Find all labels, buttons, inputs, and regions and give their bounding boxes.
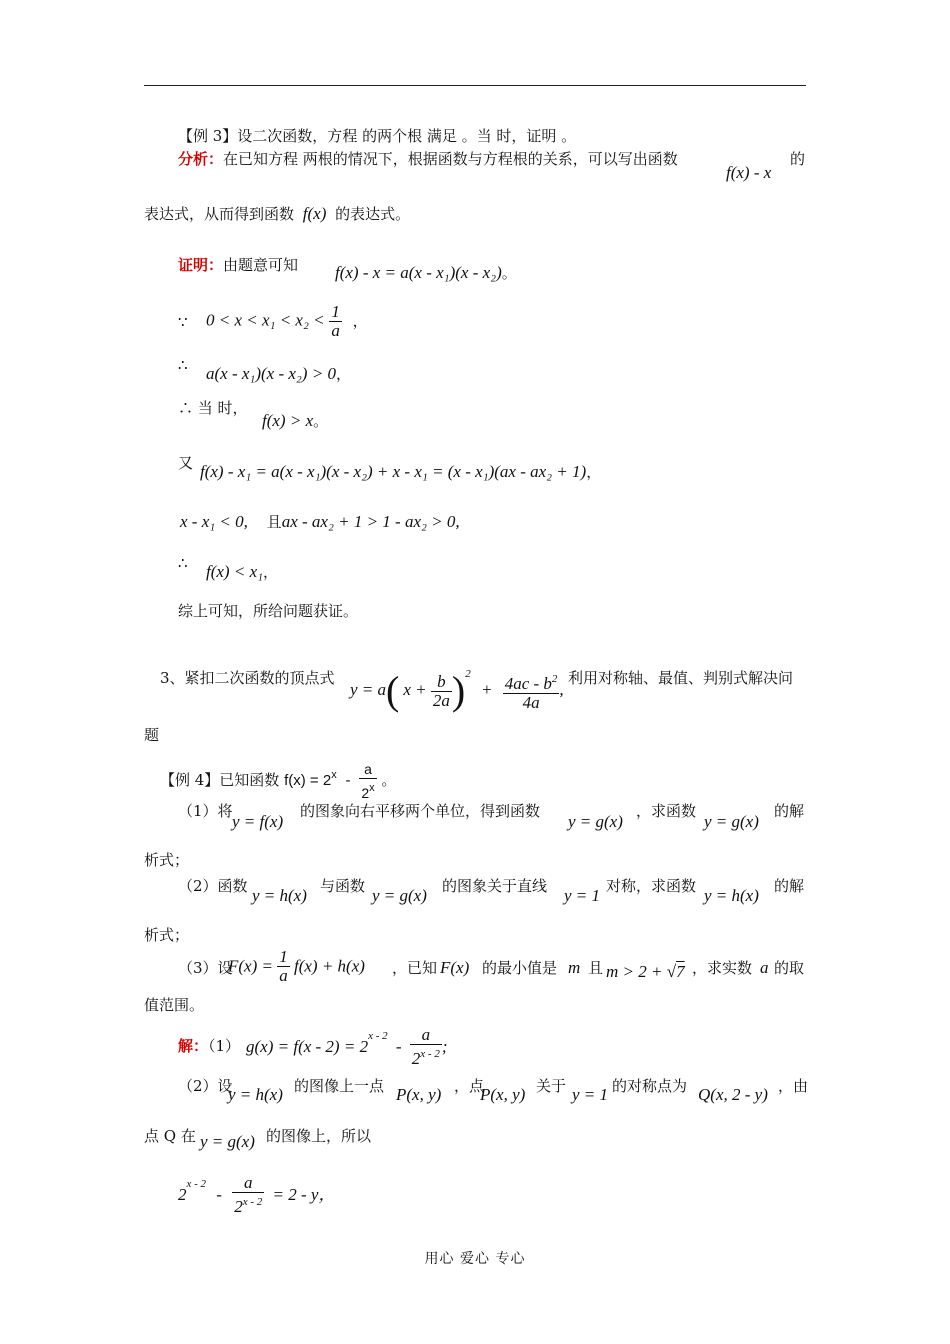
q1-math3: y = g(x)	[704, 812, 759, 831]
analysis-text: 在已知方程 两根的情况下，根据函数与方程根的关系，可以写出函数	[223, 150, 678, 168]
q2-math4: y = h(x)	[704, 886, 759, 905]
proof-step7: f(x) < x₁，	[206, 562, 279, 581]
q3-text3: 的最小值是	[482, 959, 558, 977]
q3-text4: 且	[588, 959, 604, 977]
solution-label: 解：	[178, 1037, 209, 1055]
q1-text3: ，求函数	[636, 802, 697, 820]
solution2-line2-math: y = g(x)	[200, 1132, 255, 1151]
q3-text2: ，已知	[392, 959, 438, 977]
q1-math2: y = g(x)	[568, 812, 623, 831]
section3-label: 3、紧扣二次函数的顶点式	[160, 669, 335, 687]
solution2-math1: y = h(x)	[228, 1085, 283, 1104]
proof-line	[178, 255, 298, 275]
section3-text-line2: 题	[144, 726, 160, 744]
q3-math4: m > 2 + √7	[606, 962, 685, 981]
solution2-math5: Q(x, 2 - y)	[698, 1085, 768, 1104]
also-label: 又	[178, 454, 194, 472]
q2-text2: 与函数	[320, 877, 366, 895]
solution-line1: 解：（1）	[178, 1037, 241, 1055]
question3: （3）设	[178, 959, 233, 977]
analysis-math2: f(x)	[302, 204, 327, 223]
proof-step1: f(x) - x = a(x - x₁)(x - x₂)。	[335, 263, 517, 282]
q2-line2: 析式；	[144, 926, 190, 944]
question1: （1）将	[178, 802, 233, 820]
proof-step2: 0 < x < x₁ < x₂ < $\frac{1}{a}$ ，	[206, 302, 368, 340]
solution2-text3: ，点	[454, 1077, 485, 1095]
vertex-formula: y = a( x + $\frac{b}{2a}$ )$^2$ + $\frac{4ac - b^2}{4a}$ ,	[350, 668, 564, 714]
solution2-line2: 点 Q 在	[144, 1127, 196, 1145]
q3-math2: F(x)	[440, 958, 470, 977]
page-footer: 用心 爱心 专心	[424, 1251, 526, 1267]
solution2-text1: （2）设	[178, 1077, 233, 1095]
therefore-symbol-2: ∴	[178, 554, 188, 572]
q2-text5: 的解	[774, 877, 805, 895]
proof-label: 证明：	[178, 256, 224, 274]
solution2-text4: 关于	[536, 1077, 567, 1095]
q2-math2: y = g(x)	[372, 886, 427, 905]
question2: （2）函数	[178, 877, 248, 895]
q2-text4: 对称，求函数	[606, 877, 697, 895]
solution2-line2-text: 的图像上，所以	[266, 1127, 372, 1145]
q1-text2: 的图象向右平移两个单位，得到函数	[300, 802, 541, 820]
analysis-end: 的	[790, 150, 806, 168]
example4-title: 【例 4】已知函数 $f(x) = 2^x$ - $\frac{a}{2^x}$ 。	[160, 761, 397, 801]
q3-text6: 的取	[774, 959, 805, 977]
analysis-line2: 表达式，从而得到函数 f(x) 的表达式。	[144, 204, 411, 223]
solution2-text2: 的图像上一点	[294, 1077, 385, 1095]
q1-math1: y = f(x)	[232, 812, 284, 831]
analysis-label: 分析：	[178, 150, 224, 168]
therefore-symbol-1: ∴	[178, 356, 188, 374]
solution2-math3: P(x, y)	[480, 1085, 526, 1104]
q3-text5: ，求实数	[692, 959, 753, 977]
proof-conclusion: 综上可知，所给问题获证。	[178, 602, 359, 620]
analysis-line	[178, 149, 678, 169]
header-rule	[144, 85, 806, 86]
q2-math3: y = 1	[564, 886, 601, 905]
q1-line2: 析式；	[144, 851, 190, 869]
q3-math1: F(x) = $\frac{1}{a}$ f(x) + h(x)	[228, 947, 365, 985]
solution2-math4: y = 1	[572, 1085, 609, 1104]
solution1-math: $g(x) = f(x - 2) = 2^{x - 2}$ - $\frac{a}{2^{x - 2}}$ ;	[246, 1025, 448, 1069]
proof-step6: x - x₁ < 0, 且ax - ax₂ + 1 > 1 - ax₂ > 0,	[180, 512, 460, 531]
solution2-text6: ，由	[778, 1077, 809, 1095]
q2-text3: 的图象关于直线	[442, 877, 548, 895]
proof-text: 由题意可知	[223, 256, 299, 274]
because-symbol: ∵	[178, 313, 188, 331]
q3-math5: a	[760, 958, 769, 977]
section3-text: 利用对称轴、最值、判别式解决问	[568, 669, 794, 687]
q1-text4: 的解	[774, 802, 805, 820]
solution2-math2: P(x, y)	[396, 1085, 442, 1104]
q3-math3: m	[568, 958, 581, 977]
q2-math1: y = h(x)	[252, 886, 307, 905]
solution3-math: 2$^{x - 2}$ - $\frac{a}{2^{x - 2}}$ = 2 - y，	[178, 1173, 336, 1217]
proof-step4: f(x) > x。	[262, 411, 329, 430]
solution2-text5: 的对称点为	[612, 1077, 688, 1095]
proof-step4-prefix: ∴ 当 时，	[178, 399, 248, 417]
example3-title: 【例 3】设二次函数，方程 的两个根 满足 。当 时，证明 。	[178, 127, 577, 145]
analysis-math: f(x) - x	[726, 163, 772, 182]
q3-line2: 值范围。	[144, 996, 205, 1014]
proof-step3: a(x - x₁)(x - x₂) > 0，	[206, 364, 351, 383]
proof-step5: f(x) - x₁ = a(x - x₁)(x - x₂) + x - x₁ = (x - x₁)(ax - ax₂ + 1)，	[200, 462, 602, 481]
